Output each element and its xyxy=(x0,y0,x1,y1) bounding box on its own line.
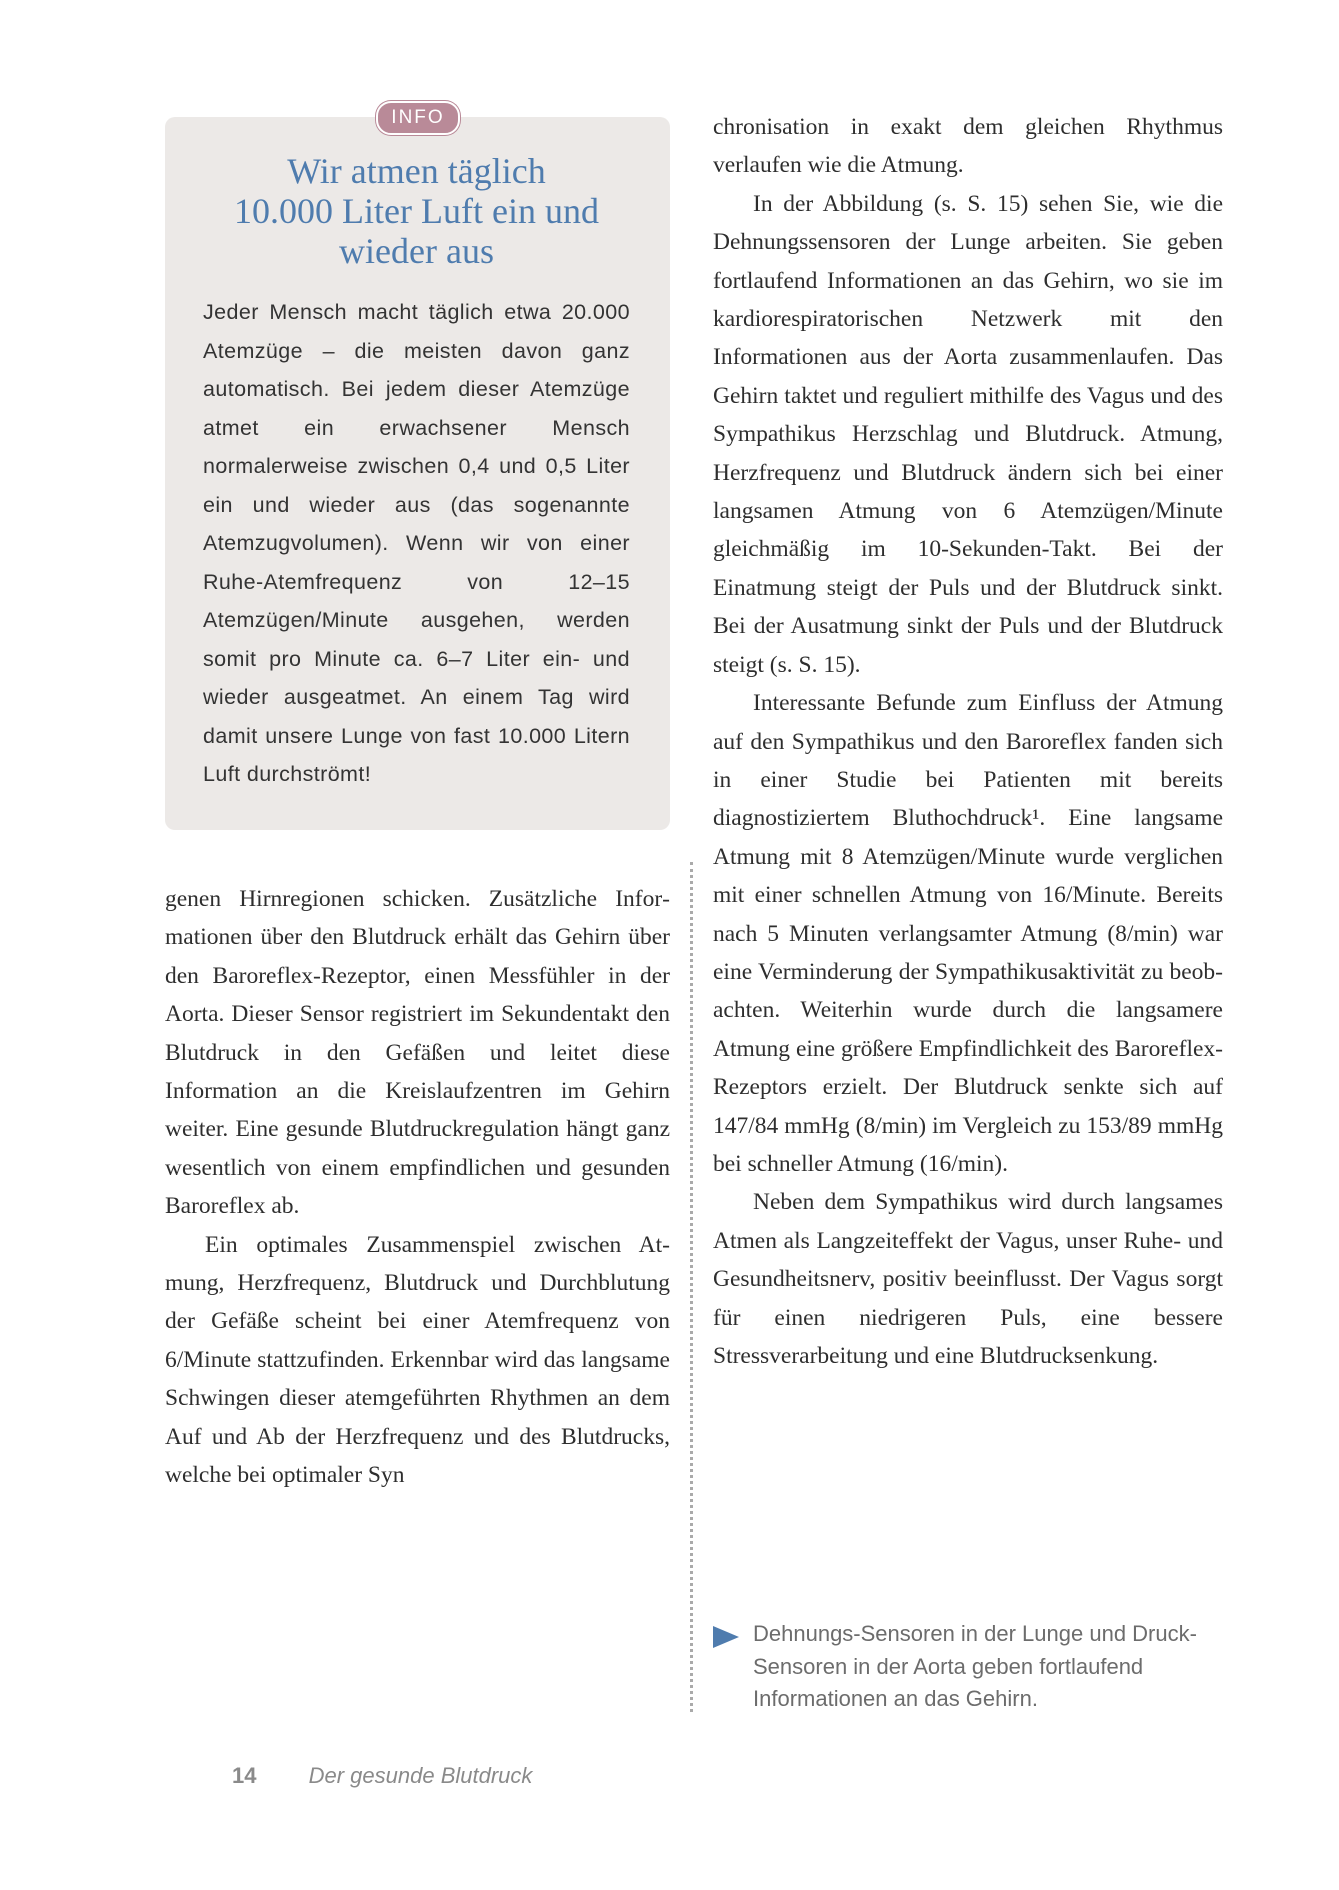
info-box xyxy=(165,117,670,830)
right-column xyxy=(713,108,1223,1375)
info-title-line: wieder aus xyxy=(339,231,494,271)
paragraph: In der Abbildung (s. S. 15) sehen Sie, wie die Dehnungssensoren der Lunge arbeiten. Sie geben fortlaufend Informationen an das Gehirn, wo sie im kardiorespiratorischen Netzwerk mit den Informationen aus der Aorta zusammenlaufen. Das Gehirn taktet und reguliert mithilfe des Vagus und des Sympathikus Herzschlag und Blutdruck. Atmung, Herzfrequenz und Blutdruck ändern sich bei einer langsamen Atmung von 6 Atemzügen/Minute gleichmäßig im 10-Sekunden-Takt. Bei der Einatmung steigt der Puls und der Blutdruck sinkt. Bei der Ausatmung sinkt der Puls und der Blutdruck steigt (s. S. 15). xyxy=(713,190,1223,678)
running-title: Der gesunde Blutdruck xyxy=(308,1763,533,1788)
info-title xyxy=(203,151,630,271)
info-body-text: Jeder Mensch macht täglich etwa 20.000 Atemzüge – die meisten davon ganz automatisch. Bei jedem dieser Atemzüge atmet ein erwachsener Mensch normalerweise zwischen 0,4 und 0,5 Liter ein und wieder aus (das sogenannte Atemzugvolumen). Wenn wir von einer Ruhe-Atemfrequenz von 12–15 Atemzügen/Minute ausgehen, werden somit pro Minute ca. 6–7 Liter ein- und wieder ausgeatmet. An einem Tag wird damit unsere Lunge von fast 10.000 Litern Luft durchströmt! xyxy=(203,300,630,786)
info-tag: INFO xyxy=(376,101,460,135)
caption-arrow-icon xyxy=(713,1626,739,1648)
page-number: 14 xyxy=(232,1763,257,1788)
paragraph: genen Hirnregionen schicken. Zusätzliche Informationen über den Blutdruck erhält das Gehirn über den Baroreflex-Rezeptor, einen Messfühler in der Aorta. Dieser Sensor registriert im Sekundentakt den Blutdruck in den Gefäßen und leitet diese Information an die Kreislaufzentren im Gehirn weiter. Eine gesunde Blutdruckregulation hängt ganz wesentlich von einem empfindlichen und gesunden Baroreflex ab. xyxy=(165,886,670,1220)
left-column xyxy=(165,880,670,1495)
paragraph: Interessante Befunde zum Einfluss der Atmung auf den Sympathikus und den Baroreflex fanden sich in einer Studie bei Patienten mit bereits diagnostiziertem Bluthochdruck¹. Eine langsame Atmung mit 8 Atemzügen/Minute wurde verglichen mit einer schnellen Atmung von 16/Minute. Bereits nach 5 Minuten verlangsamter Atmung (8/min) war eine Verminderung der Sympathikusaktivität zu beobachten. Weiterhin wurde durch die langsamere Atmung eine größere Empfindlichkeit des Baroreflex-Rezeptors erzielt. Der Blutdruck senkte sich auf 147/84 mmHg (8/min) im Vergleich zu 153/89 mmHg bei schneller Atmung (16/min). xyxy=(713,690,1223,1177)
paragraph: Ein optimales Zusammenspiel zwischen Atmung, Herzfrequenz, Blutdruck und Durchblutung der Gefäße scheint bei einer Atemfrequenz von 6/Minute stattzufinden. Erkennbar wird das langsame Schwingen dieser atemgeführten Rhythmen an dem Auf und Ab der Herzfrequenz und des Blutdrucks, welche bei optimaler Syn xyxy=(165,1231,670,1489)
figure-caption xyxy=(713,1618,1223,1716)
paragraph: chronisation in exakt dem gleichen Rhythmus verlaufen wie die Atmung. xyxy=(713,114,1223,179)
info-title-line: 10.000 Liter Luft ein und xyxy=(234,191,599,231)
column-divider xyxy=(690,862,693,1712)
info-title-line: Wir atmen täglich xyxy=(287,151,546,191)
caption-text: Dehnungs-Sensoren in der Lunge und Druck-Sensoren in der Aorta geben fortlaufend Informationen an das Gehirn. xyxy=(753,1621,1197,1711)
page-footer xyxy=(232,1763,532,1789)
paragraph: Neben dem Sympathikus wird durch langsames Atmen als Langzeiteffekt der Vagus, unser Ruhe- und Gesundheitsnerv, positiv beeinflusst. Der Vagus sorgt für einen niedrigeren Puls, eine bessere Stressverarbeitung und eine Blutdrucksenkung. xyxy=(713,1189,1223,1369)
